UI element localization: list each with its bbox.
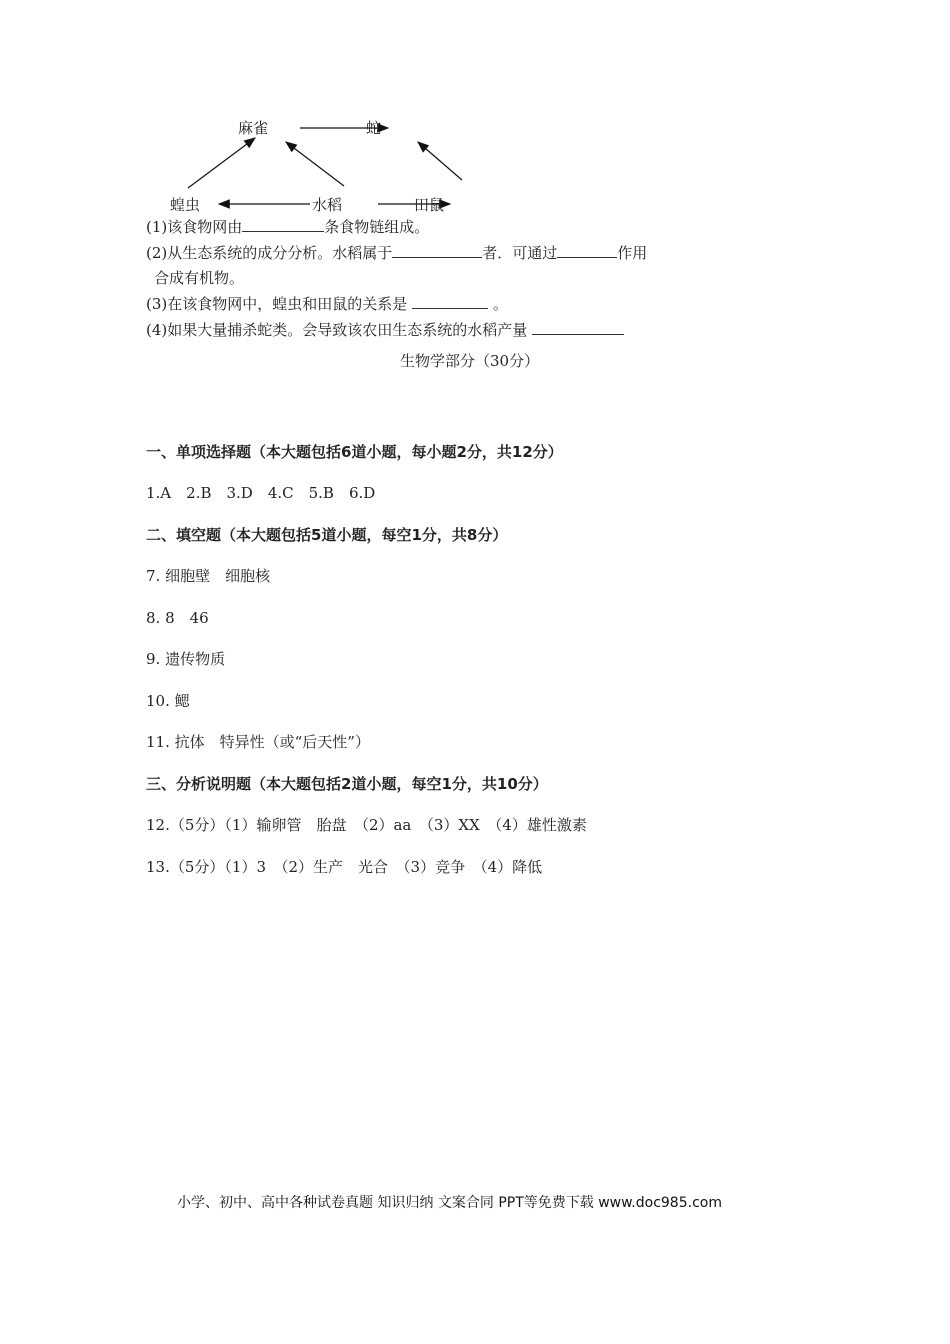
question-1 xyxy=(146,217,429,237)
question-4 xyxy=(146,320,624,340)
answer-line: 11. 抗体 特异性（或“后天性”） xyxy=(146,733,370,751)
q1-text-after: 条食物链组成。 xyxy=(324,218,430,236)
node-rice: 水稻 xyxy=(312,196,343,214)
q2-blank-1 xyxy=(392,243,482,258)
q1-text-before: (1)该食物网由 xyxy=(146,218,243,236)
answer-line: 7. 细胞壁 细胞核 xyxy=(146,567,271,585)
food-web-arrows xyxy=(0,0,950,220)
answer-line: 13.（5分）（1）3 （2）生产 光合 （3）竞争 （4）降低 xyxy=(146,858,543,876)
q4-blank xyxy=(532,320,624,335)
answer-line: 1.A 2.B 3.D 4.C 5.B 6.D xyxy=(146,484,376,502)
answer-line: 12.（5分）（1）输卵管 胎盘 （2）aa （3）XX （4）雄性激素 xyxy=(146,816,587,834)
node-locust: 蝗虫 xyxy=(170,196,201,214)
section-2-heading: 二、填空题（本大题包括5道小题，每空1分，共8分） xyxy=(146,526,508,544)
section-1-heading: 一、单项选择题（本大题包括6道小题，每小题2分，共12分） xyxy=(146,443,563,461)
q4-text-before: (4)如果大量捕杀蛇类。会导致该农田生态系统的水稻产量 xyxy=(146,321,528,339)
q2-text-after: 作用 xyxy=(617,244,648,262)
question-2-line2: 合成有机物。 xyxy=(154,269,245,287)
q2-text-mid: 者．可通过 xyxy=(482,244,558,262)
footer-text: 小学、初中、高中各种试卷真题 知识归纳 文案合同 PPT等免费下载 www.doc985.com xyxy=(177,1195,722,1211)
q3-blank xyxy=(412,294,488,309)
node-field-mouse: 田鼠 xyxy=(414,196,445,214)
answer-line: 10. 鳃 xyxy=(146,692,190,710)
node-snake: 蛇 xyxy=(366,119,382,137)
q3-text-after: 。 xyxy=(492,295,508,313)
section-title: 生物学部分（30分） xyxy=(400,352,540,370)
answer-line: 9. 遗传物质 xyxy=(146,650,226,668)
q2-text-before: (2)从生态系统的成分分析。水稻属于 xyxy=(146,244,393,262)
answer-line: 8. 8 46 xyxy=(146,609,209,627)
question-3 xyxy=(146,294,508,314)
arrow-mouse-to-snake xyxy=(418,142,462,180)
node-sparrow: 麻雀 xyxy=(238,119,269,137)
q1-blank xyxy=(242,217,324,232)
arrow-locust-to-sparrow xyxy=(188,138,255,188)
question-2 xyxy=(146,243,647,263)
arrow-rice-to-sparrow xyxy=(286,142,344,186)
q3-text-before: (3)在该食物网中，蝗虫和田鼠的关系是 xyxy=(146,295,408,313)
q2-blank-2 xyxy=(557,243,617,258)
section-3-heading: 三、分析说明题（本大题包括2道小题，每空1分，共10分） xyxy=(146,775,548,793)
